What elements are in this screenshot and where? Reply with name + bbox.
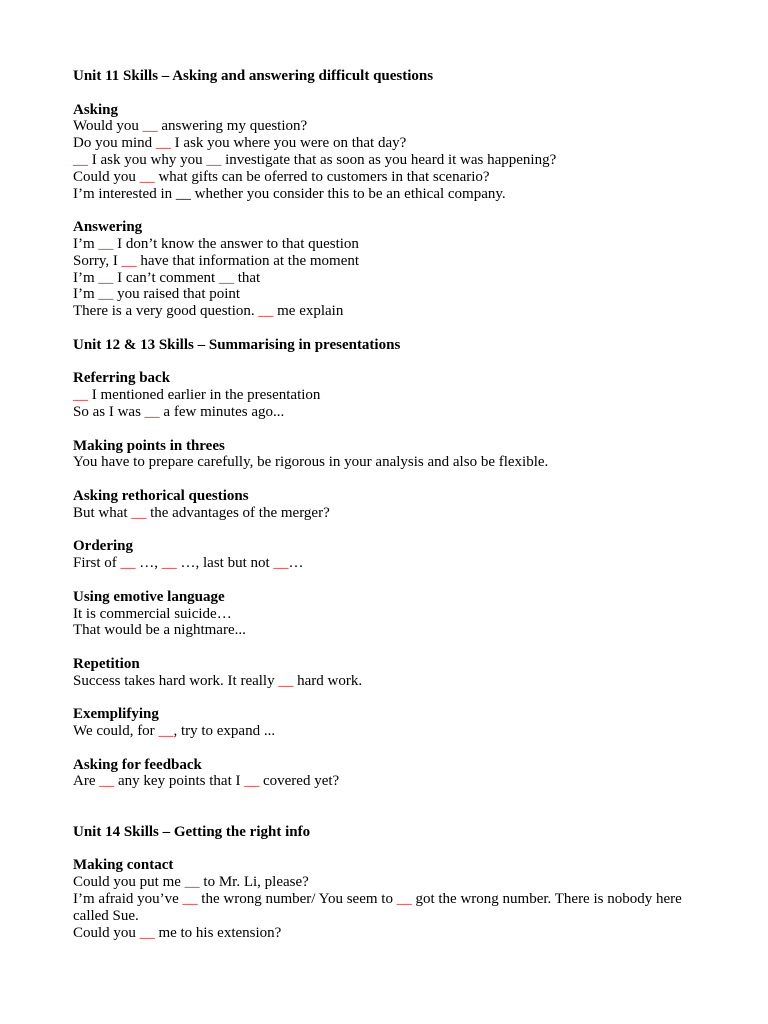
- blank-gap: __: [99, 773, 115, 790]
- exercise-line: [73, 505, 693, 522]
- section-heading: Referring back: [73, 370, 171, 387]
- unit-title: Unit 14 Skills – Getting the right info: [73, 823, 311, 840]
- line-text: Sorry, I: [73, 252, 122, 269]
- unit-title: Unit 11 Skills – Asking and answering difficult questions: [73, 68, 434, 84]
- line-text: me to his extension?: [154, 924, 282, 941]
- line-text: any key points that I: [114, 773, 245, 790]
- line-text: First of: [73, 555, 121, 572]
- line-text: the advantages of the merger?: [146, 504, 330, 521]
- line-text: …,: [135, 555, 162, 572]
- exercise-line: [73, 454, 693, 471]
- blank-gap: __: [155, 135, 171, 152]
- line-text: the wrong number/ You seem to: [197, 891, 397, 908]
- line-text: investigate that as soon as you heard it was happening?: [221, 151, 557, 168]
- exercise-line: [73, 118, 693, 135]
- line-text: You have to prepare carefully, be rigorous in your analysis and also be flexible.: [73, 454, 549, 471]
- exercise-line: [73, 925, 693, 942]
- section-heading: Asking: [73, 101, 119, 118]
- section-spacer: [73, 471, 693, 488]
- exercise-line: [73, 152, 693, 169]
- blank-gap: __: [98, 269, 114, 286]
- exercise-line: [73, 622, 693, 639]
- line-text: what gifts can be oferred to customers in that scenario?: [154, 168, 490, 185]
- line-text: Could you: [73, 168, 140, 185]
- blank-gap: __: [73, 151, 88, 168]
- line-text: I’m: [73, 286, 99, 303]
- exercise-line: [73, 555, 693, 572]
- exercise-line: [73, 270, 693, 287]
- exercise-line: [73, 253, 693, 270]
- unit-title: Unit 12 & 13 Skills – Summarising in presentations: [73, 336, 401, 353]
- blank-gap: __: [244, 773, 260, 790]
- line-text: I can’t comment: [113, 269, 219, 286]
- line-text: I don’t know the answer to that question: [113, 235, 359, 252]
- line-text: that: [233, 269, 261, 286]
- section-heading: Asking rethorical questions: [73, 487, 249, 504]
- blank-gap: __: [144, 403, 160, 420]
- blank-gap: __: [218, 269, 234, 286]
- section-spacer: [73, 689, 693, 706]
- line-text: I’m interested in __ whether you consider this to be an ethical company.: [73, 185, 506, 202]
- line-text: answering my question?: [157, 118, 308, 135]
- line-text: I’m: [73, 269, 99, 286]
- section-spacer: [73, 354, 693, 371]
- blank-gap: __: [98, 235, 114, 252]
- line-text: I ask you why you: [88, 151, 207, 168]
- section-spacer: [73, 740, 693, 757]
- blank-gap: __: [258, 303, 274, 320]
- line-text: Could you put me: [73, 874, 185, 891]
- section-heading: Using emotive language: [73, 588, 225, 605]
- section-spacer: [73, 85, 693, 102]
- blank-gap: __: [120, 555, 136, 572]
- section-heading: Exemplifying: [73, 706, 159, 723]
- section-heading: Answering: [73, 219, 143, 236]
- section-heading: Ordering: [73, 538, 133, 555]
- blank-gap: __: [121, 252, 137, 269]
- line-text: There is a very good question.: [73, 303, 259, 320]
- exercise-line: [73, 303, 693, 320]
- exercise-line: [73, 874, 693, 891]
- line-text: covered yet?: [259, 773, 340, 790]
- section-heading: Making points in threes: [73, 437, 225, 454]
- exercise-line: [73, 236, 693, 253]
- blank-gap: __: [139, 924, 155, 941]
- section-heading: Making contact: [73, 857, 174, 874]
- section-spacer: [73, 202, 693, 219]
- exercise-line: [73, 773, 693, 790]
- blank-gap: __: [184, 874, 200, 891]
- blank-gap: __: [161, 555, 177, 572]
- blank-gap: __: [139, 168, 155, 185]
- exercise-line: [73, 286, 693, 303]
- blank-gap: __: [131, 504, 147, 521]
- exercise-line: [73, 606, 693, 623]
- exercise-line: [73, 404, 693, 421]
- line-text: I ask you where you were on that day?: [170, 135, 407, 152]
- blank-gap: __: [396, 891, 412, 908]
- exercise-line: [73, 186, 693, 203]
- blank-gap: __: [278, 672, 294, 689]
- exercise-line: [73, 723, 693, 740]
- section-spacer: [73, 572, 693, 589]
- section-heading: Repetition: [73, 655, 140, 672]
- line-text: you raised that point: [113, 286, 241, 303]
- line-text: a few minutes ago...: [159, 403, 285, 420]
- blank-gap: __: [73, 387, 88, 404]
- blank-gap: __: [158, 723, 174, 740]
- exercise-line: [73, 169, 693, 186]
- blank-gap: __: [98, 286, 114, 303]
- line-text: It is commercial suicide…: [73, 605, 232, 622]
- line-text: Would you: [73, 118, 143, 135]
- unit-spacer: [73, 320, 693, 337]
- unit-spacer: [73, 790, 693, 824]
- blank-gap: __: [142, 118, 158, 135]
- line-text: But what: [73, 504, 132, 521]
- line-text: Do you mind: [73, 135, 156, 152]
- line-text: me explain: [273, 303, 344, 320]
- line-text: So as I was: [73, 403, 145, 420]
- section-spacer: [73, 522, 693, 539]
- exercise-line: [73, 387, 693, 404]
- line-text: to Mr. Li, please?: [199, 874, 309, 891]
- document-page: [73, 68, 693, 941]
- line-text: …: [288, 555, 304, 572]
- exercise-line: [73, 673, 693, 690]
- blank-gap: __: [206, 151, 222, 168]
- section-spacer: [73, 841, 693, 858]
- line-text: hard work.: [293, 672, 363, 689]
- line-text: We could, for: [73, 723, 159, 740]
- line-text: got the wrong number. There is nobody here called Sue.: [73, 891, 682, 924]
- line-text: Are: [73, 773, 100, 790]
- section-spacer: [73, 639, 693, 656]
- exercise-line: [73, 891, 693, 925]
- line-text: Could you: [73, 924, 140, 941]
- line-text: have that information at the moment: [136, 252, 360, 269]
- line-text: That would be a nightmare...: [73, 622, 246, 639]
- line-text: , try to expand ...: [173, 723, 276, 740]
- exercise-line: [73, 135, 693, 152]
- line-text: I’m afraid you’ve: [73, 891, 183, 908]
- line-text: Success takes hard work. It really: [73, 672, 279, 689]
- line-text: I mentioned earlier in the presentation: [88, 387, 321, 404]
- line-text: I’m: [73, 235, 99, 252]
- blank-gap: __: [273, 555, 289, 572]
- blank-gap: __: [182, 891, 198, 908]
- section-heading: Asking for feedback: [73, 756, 202, 773]
- line-text: …, last but not: [176, 555, 274, 572]
- section-spacer: [73, 421, 693, 438]
